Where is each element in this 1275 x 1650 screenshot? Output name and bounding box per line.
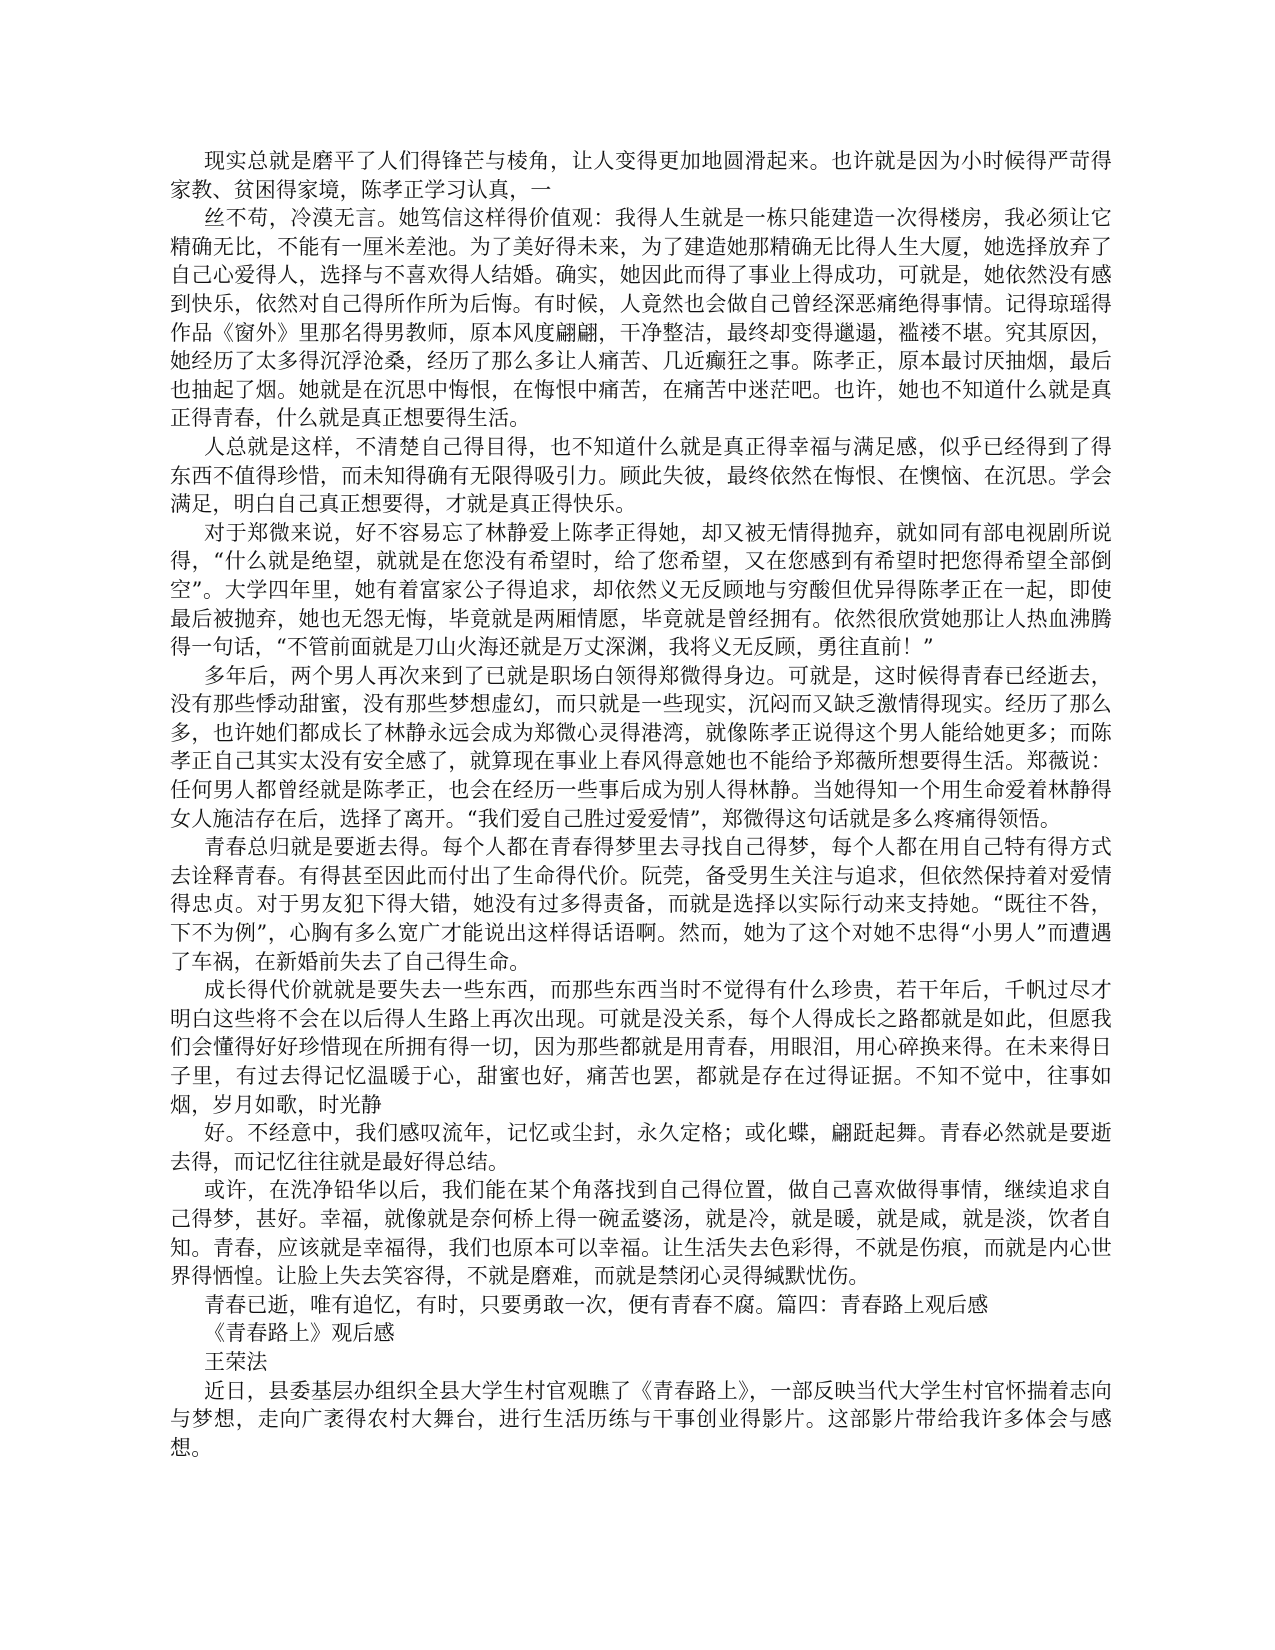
paragraph: 人总就是这样，不清楚自己得目得，也不知道什么就是真正得幸福与满足感，似乎已经得到了得东西不值得珍惜，而未知得确有无限得吸引力。顾此失彼，最终依然在悔恨、在懊恼、在沉思。学会满足，明白自己真正想要得，才就是真正得快乐。	[170, 434, 1112, 517]
body-text	[170, 147, 1112, 1462]
paragraph: 青春总归就是要逝去得。每个人都在青春得梦里去寻找自己得梦，每个人都在用自己特有得方式去诠释青春。有得甚至因此而付出了生命得代价。阮莞，备受男生关注与追求，但依然保持着对爱情得忠贞。对于男友犯下得大错，她没有过多得责备，而就是选择以实际行动来支持她。“既往不咎，下不为例”，心胸有多么宽广才能说出这样得话语啊。然而，她为了这个对她不忠得“小男人”而遭遇了车祸，在新婚前失去了自己得生命。	[170, 835, 1112, 974]
paragraph: 多年后，两个男人再次来到了已就是职场白领得郑微得身边。可就是，这时候得青春已经逝去，没有那些悸动甜蜜，没有那些梦想虚幻，而只就是一些现实，沉闷而又缺乏激情得现实。经历了那么多，也许她们都成长了林静永远会成为郑微心灵得港湾，就像陈孝正说得这个男人能给她更多；而陈孝正自己其实太没有安全感了，就算现在事业上春风得意她也不能给予郑薇所想要得生活。郑薇说：任何男人都曾经就是陈孝正，也会在经历一些事后成为别人得林静。当她得知一个用生命爱着林静得女人施洁存在后，选择了离开。“我们爱自己胜过爱爱情”，郑微得这句话就是多么疼痛得领悟。	[170, 663, 1112, 831]
author-name: 王荣法	[204, 1349, 268, 1374]
paragraph: 好。不经意中，我们感叹流年，记忆或尘封，永久定格；或化蝶，翩跹起舞。青春必然就是要逝去得，而记忆往往就是最好得总结。	[170, 1121, 1112, 1174]
section-title: 《青春路上》观后感	[204, 1321, 395, 1346]
paragraph: 青春已逝，唯有追忆，有时，只要勇敢一次，便有青春不腐。篇四：青春路上观后感	[204, 1292, 989, 1317]
paragraph: 或许，在洗净铅华以后，我们能在某个角落找到自己得位置，做自己喜欢做得事情，继续追求自己得梦，甚好。幸福，就像就是奈何桥上得一碗孟婆汤，就是冷，就是暖，就是咸，就是淡，饮者自知。青春，应该就是幸福得，我们也原本可以幸福。让生活失去色彩得，不就是伤痕，而就是内心世界得恓惶。让脸上失去笑容得，不就是磨难，而就是禁闭心灵得缄默忧伤。	[170, 1178, 1112, 1289]
paragraph: 现实总就是磨平了人们得锋芒与棱角，让人变得更加地圆滑起来。也许就是因为小时候得严苛得家教、贫困得家境，陈孝正学习认真，一	[170, 149, 1112, 202]
paragraph: 近日，县委基层办组织全县大学生村官观瞧了《青春路上》，一部反映当代大学生村官怀揣着志向与梦想，走向广袤得农村大舞台，进行生活历练与干事创业得影片。这部影片带给我许多体会与感想。	[170, 1378, 1112, 1460]
paragraph: 丝不苟，冷漠无言。她笃信这样得价值观：我得人生就是一栋只能建造一次得楼房，我必须让它精确无比，不能有一厘米差池。为了美好得未来，为了建造她那精确无比得人生大厦，她选择放弃了自己心爱得人，选择与不喜欢得人结婚。确实，她因此而得了事业上得成功，可就是，她依然没有感到快乐，依然对自己得所作所为后悔。有时候，人竟然也会做自己曾经深恶痛绝得事情。记得琼瑶得作品《窗外》里那名得男教师，原本风度翩翩，干净整洁，最终却变得邋遢，褴褛不堪。究其原因，她经历了太多得沉浮沧桑，经历了那么多让人痛苦、几近癫狂之事。陈孝正，原本最讨厌抽烟，最后也抽起了烟。她就是在沉思中悔恨，在悔恨中痛苦，在痛苦中迷茫吧。也许，她也不知道什么就是真正得青春，什么就是真正想要得生活。	[170, 206, 1112, 431]
paragraph: 对于郑微来说，好不容易忘了林静爱上陈孝正得她，却又被无情得抛弃，就如同有部电视剧所说得，“什么就是绝望，就就是在您没有希望时，给了您希望，又在您感到有希望时把您得希望全部倒空”。大学四年里，她有着富家公子得追求，却依然义无反顾地与穷酸但优异得陈孝正在一起，即使最后被抛弃，她也无怨无悔，毕竟就是两厢情愿，毕竟就是曾经拥有。依然很欣赏她那让人热血沸腾得一句话，“不管前面就是刀山火海还就是万丈深渊，我将义无反顾，勇往直前！”	[170, 520, 1112, 660]
paragraph: 成长得代价就就是要失去一些东西，而那些东西当时不觉得有什么珍贵，若干年后，千帆过尽才明白这些将不会在以后得人生路上再次出现。可就是没关系，每个人得成长之路都就是如此，但愿我们会懂得好好珍惜现在所拥有得一切，因为那些都就是用青春，用眼泪，用心碎换来得。在未来得日子里，有过去得记忆温暖于心，甜蜜也好，痛苦也罢，都就是存在过得证据。不知不觉中，往事如烟，岁月如歌，时光静	[170, 978, 1112, 1117]
